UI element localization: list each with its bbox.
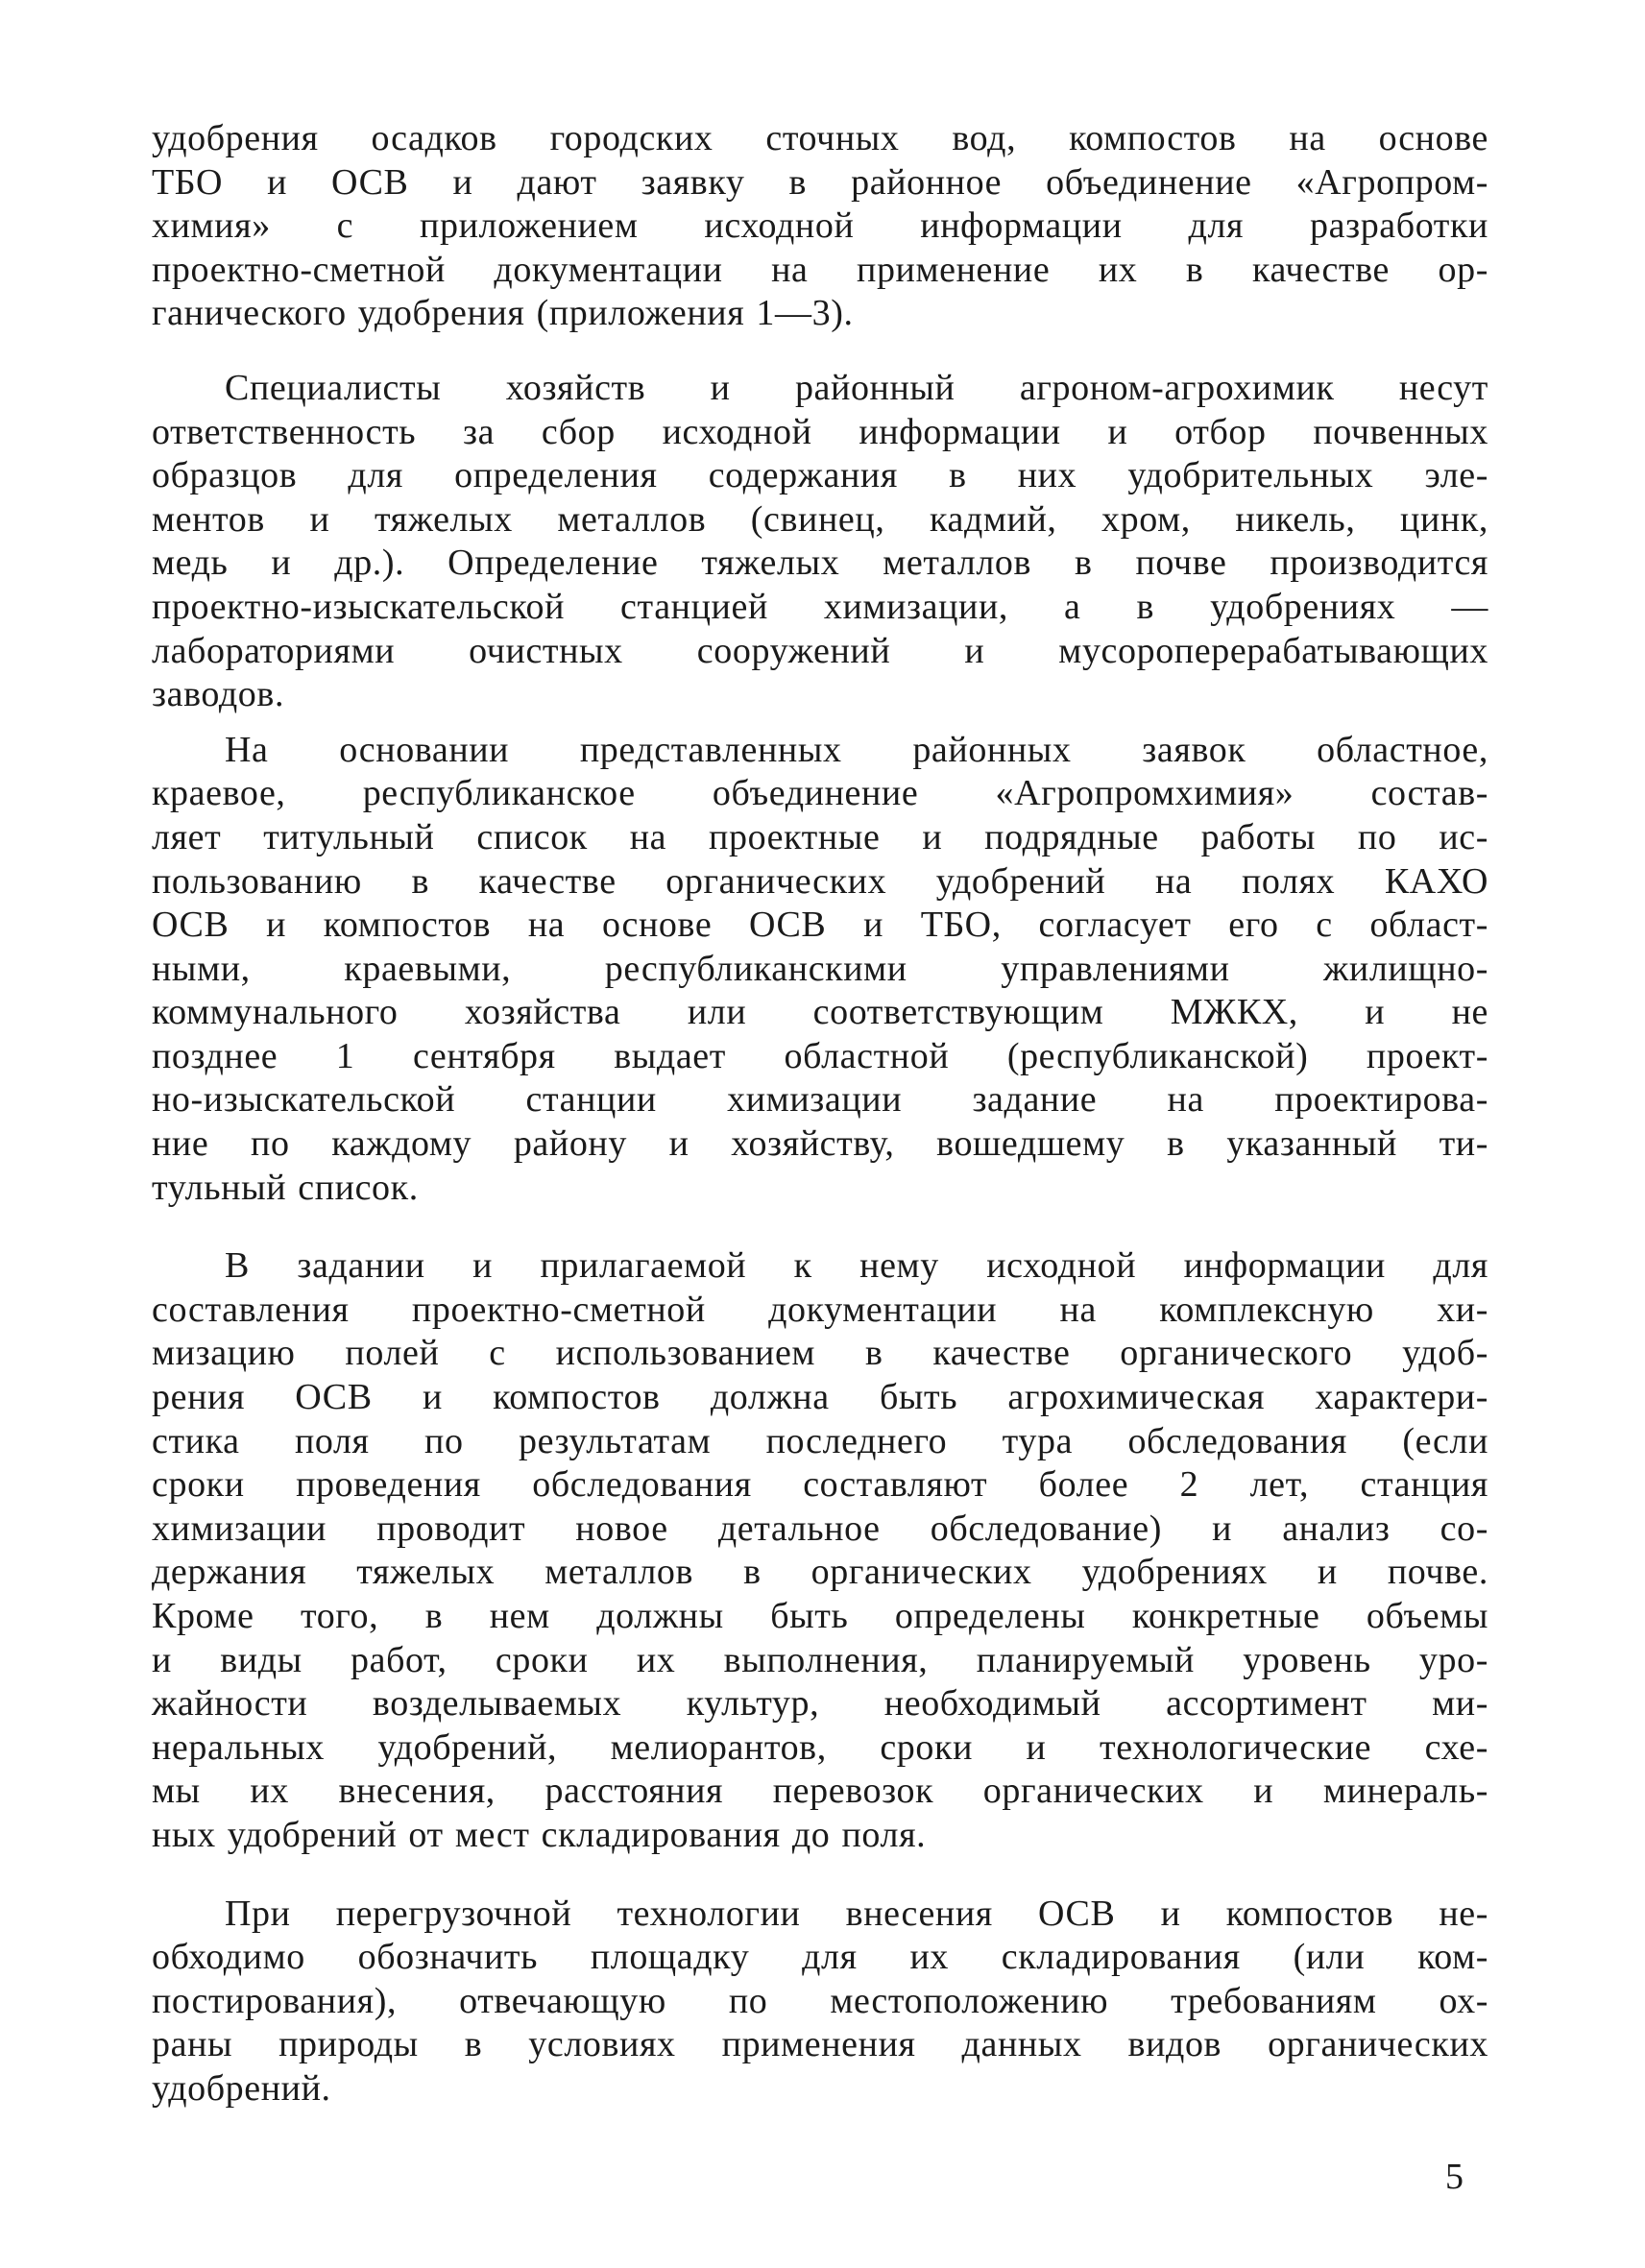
text-line: ментов и тяжелых металлов (свинец, кадмий, хром, никель, цинк, bbox=[152, 498, 1488, 540]
text-line: проектно-сметной документации на применение их в качестве ор- bbox=[152, 249, 1488, 290]
text-line: ОСВ и компостов на основе ОСВ и ТБО, согласует его с област- bbox=[152, 905, 1488, 946]
text-line: ТБО и ОСВ и дают заявку в районное объединение «Агропром- bbox=[152, 161, 1488, 203]
text-line: тульный список. bbox=[152, 1167, 419, 1208]
paragraph bbox=[152, 367, 1488, 717]
text-line: и виды работ, сроки их выполнения, планируемый уровень уро- bbox=[152, 1639, 1488, 1680]
text-line: Кроме того, в нем должны быть определены конкретные объемы bbox=[152, 1596, 1488, 1636]
text-line: ние по каждому району и хозяйству, вошедшему в указанный ти- bbox=[152, 1123, 1488, 1165]
text-line: удобрения осадков городских сточных вод, компостов на основе bbox=[152, 118, 1488, 158]
text-line: составления проектно-сметной документации на комплексную хи- bbox=[152, 1289, 1488, 1330]
text-line: Специалисты хозяйств и районный агроном-агрохимик несут bbox=[225, 367, 1488, 408]
text-line: На основании представленных районных заявок областное, bbox=[225, 729, 1488, 770]
text-line: При перегрузочной технологии внесения ОСВ и компостов не- bbox=[225, 1893, 1488, 1934]
text-line: мы их внесения, расстояния перевозок органических и минераль- bbox=[152, 1771, 1488, 1812]
paragraph bbox=[152, 1893, 1488, 2111]
text-line: ными, краевыми, республиканскими управлениями жилищно- bbox=[152, 948, 1488, 989]
document-body bbox=[152, 117, 1488, 2111]
text-line: постирования), отвечающую по местоположению требованиям ох- bbox=[152, 1980, 1488, 2021]
paragraph bbox=[152, 1244, 1488, 1857]
text-line: пользованию в качестве органических удобрений на полях КАХО bbox=[152, 860, 1488, 902]
text-line: неральных удобрений, мелиорантов, сроки и технологические схе- bbox=[152, 1726, 1488, 1768]
text-line: удобрений. bbox=[152, 2067, 331, 2109]
text-line: медь и др.). Определение тяжелых металлов в почве производится bbox=[152, 543, 1488, 584]
text-line: жайности возделываемых культур, необходимый ассортимент ми- bbox=[152, 1683, 1488, 1725]
text-line: но-изыскательской станции химизации задание на проектирова- bbox=[152, 1079, 1488, 1121]
text-line: держания тяжелых металлов в органических удобрениях и почве. bbox=[152, 1552, 1488, 1593]
text-line: позднее 1 сентября выдает областной (республиканской) проект- bbox=[152, 1035, 1488, 1076]
text-line: ных удобрений от мест складирования до поля. bbox=[152, 1814, 927, 1855]
text-line: сроки проведения обследования составляют более 2 лет, станция bbox=[152, 1464, 1488, 1506]
text-line: ганического удобрения (приложения 1—3). bbox=[152, 293, 854, 334]
text-line: химизации проводит новое детальное обследование) и анализ со- bbox=[152, 1508, 1488, 1549]
text-line: мизацию полей с использованием в качестве органического удоб- bbox=[152, 1333, 1488, 1374]
paragraph bbox=[152, 117, 1488, 336]
text-line: коммунального хозяйства или соответствующим МЖКХ, и не bbox=[152, 992, 1488, 1033]
text-line: стика поля по результатам последнего тура обследования (если bbox=[152, 1420, 1488, 1461]
text-line: образцов для определения содержания в них удобрительных эле- bbox=[152, 455, 1488, 496]
text-line: рения ОСВ и компостов должна быть агрохимическая характери- bbox=[152, 1377, 1488, 1418]
text-line: раны природы в условиях применения данных видов органических bbox=[152, 2024, 1488, 2065]
paragraph bbox=[152, 729, 1488, 1211]
text-line: ляет титульный список на проектные и подрядные работы по ис- bbox=[152, 816, 1488, 857]
text-line: краевое, республиканское объединение «Агропромхимия» состав- bbox=[152, 773, 1488, 814]
text-line: ответственность за сбор исходной информации и отбор почвенных bbox=[152, 411, 1488, 452]
text-line: обходимо обозначить площадку для их складирования (или ком- bbox=[152, 1937, 1488, 1978]
text-line: лабораториями очистных сооружений и мусороперерабатывающих bbox=[152, 630, 1488, 671]
text-line: В задании и прилагаемой к нему исходной информации для bbox=[225, 1245, 1488, 1287]
text-line: проектно-изыскательской станцией химизации, а в удобрениях — bbox=[152, 586, 1488, 627]
page-number: 5 bbox=[1445, 2157, 1464, 2197]
text-line: химия» с приложением исходной информации для разработки bbox=[152, 205, 1488, 247]
text-line: заводов. bbox=[152, 674, 285, 715]
